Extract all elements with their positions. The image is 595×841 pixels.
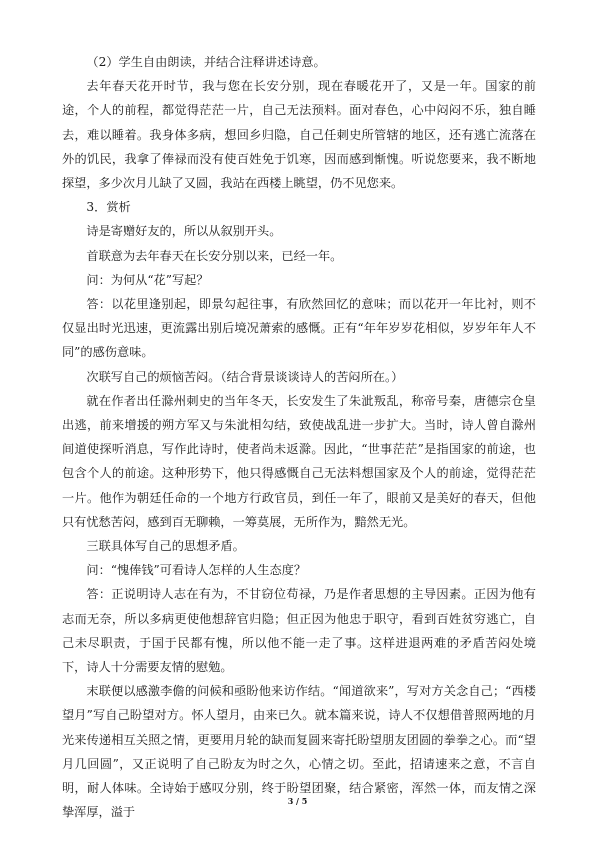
paragraph-opening: 诗是寄赠好友的，所以从叙别开头。 bbox=[86, 224, 282, 239]
paragraph-last-couplet: 末联便以感激李儋的问候和亟盼他来访作结。“闻道欲来”，写对方关念自己；“西楼望月”写自己盼望对方。怀人望月，由来已久。就本篇来说，诗人不仅想借普照两地的月光来传递相互关照之情，更要用月轮的缺而复圆来寄托盼望朋友团圆的拳拳之心。而“望月几回圆”，又正说明了自己盼友为时之久，心情之切。至此，招请速来之意，不言自明，耐人体味。全诗始于感叹分别，终于盼望团聚，结合紧密，浑然一体，而友情之深挚浑厚，溢于 bbox=[62, 684, 536, 820]
paragraph-first-couplet: 首联意为去年春天在长安分别以来，已经一年。 bbox=[86, 248, 343, 263]
answer-salary: 答：正说明诗人志在有为，不甘窃位苟禄，乃是作者思想的主导因素。正因为他有志而无奈，所以多病更使他想辞官归隐；但正因为他忠于职守，看到百姓贫穷逃亡，自己未尽职责，于国于民都有愧，所以他不能一走了事。这样进退两难的矛盾苦闷处境下，诗人十分需要友情的慰勉。 bbox=[62, 587, 536, 675]
page-number: 3 / 5 bbox=[287, 796, 308, 806]
paragraph-second-couplet: 次联写自己的烦恼苦闷。（结合背景谈谈诗人的苦闷所在。） bbox=[86, 369, 404, 384]
section-heading-appreciation: 3．赏析 bbox=[86, 200, 131, 215]
answer-flowers: 答：以花里逢别起，即景勾起往事，有欣然回忆的意味；而以花开一年比衬，则不仅显出时光迅速，更流露出别后境况萧索的感慨。正有“年年岁岁花相似，岁岁年年人不同”的感伤意味。 bbox=[62, 297, 536, 360]
question-salary: 问：“愧俸钱”可看诗人怎样的人生态度？ bbox=[86, 563, 307, 578]
paragraph-third-couplet: 三联具体写自己的思想矛盾。 bbox=[86, 539, 245, 554]
page-body bbox=[62, 50, 536, 825]
paragraph-student-reading: （2）学生自由朗读，并结合注释讲述诗意。 bbox=[86, 55, 326, 69]
paragraph-background: 就在作者出任滁州刺史的当年冬天，长安发生了朱泚叛乱，称帝号秦，唐德宗仓皇出逃，前来增援的朔方军又与朱泚相勾结，致使战乱进一步扩大。当时，诗人曾自滁州间道使探听消息，写作此诗时，使者尚未返滁。因此，“世事茫茫”是指国家的前途，也包含个人的前途。这种形势下，他只得感慨自己无法料想国家及个人的前途，觉得茫茫一片。他作为朝廷任命的一个地方行政官员，到任一年了，眼前又是美好的春天，但他只有忧愁苦闷，感到百无聊赖，一筹莫展，无所作为，黯然无光。 bbox=[62, 393, 536, 529]
paragraph-poem-meaning: 去年春天花开时节，我与您在长安分别，现在春暖花开了，又是一年。国家的前途，个人的前程，都觉得茫茫一片，自己无法预料。面对春色，心中闷闷不乐，独自睡去，难以睡着。我身体多病，想回乡归隐，自己任刺史所管辖的地区，还有逃亡流落在外的饥民，我拿了俸禄而没有使百姓免于饥寒，因而感到惭愧。听说您要来，我不断地探望，多少次月儿缺了又圆，我站在西楼上眺望，仍不见您来。 bbox=[62, 79, 536, 191]
question-flowers: 问：为何从“花”写起？ bbox=[86, 272, 209, 287]
